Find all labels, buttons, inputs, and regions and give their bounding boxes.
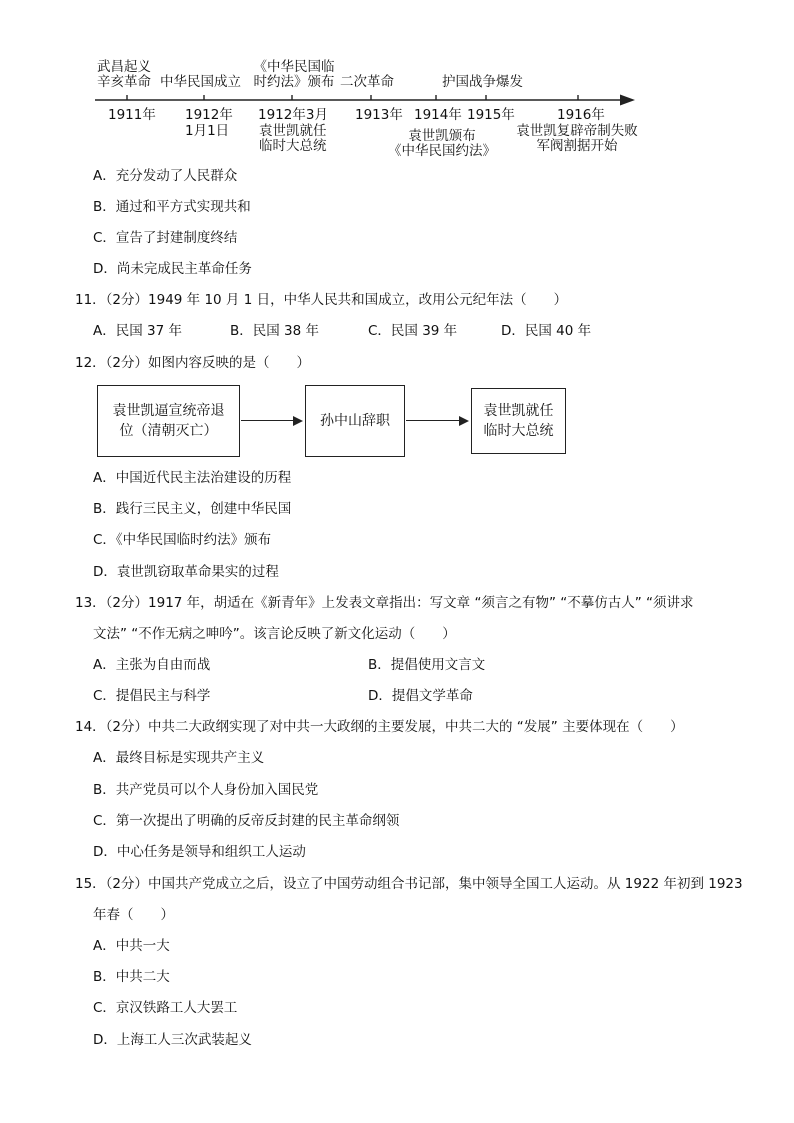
q12-option-d[interactable]: D．袁世凯窃取革命果实的过程 <box>93 564 279 580</box>
timeline-event-line: 护国战争爆发 <box>442 74 523 90</box>
q13-option-c[interactable]: C．提倡民主与科学 <box>93 688 211 704</box>
q13-stem-line1: 13．（2分）1917 年，胡适在《新青年》上发表文章指出：写文章 “须言之有物” “不摹仿古人” “须讲求 <box>75 595 694 611</box>
timeline-event <box>442 75 523 90</box>
timeline-detail-line: 军阀割据开始 <box>536 138 618 154</box>
q10-option-d[interactable]: D．尚未完成民主革命任务 <box>93 261 252 277</box>
q15-option-c[interactable]: C．京汉铁路工人大罢工 <box>93 1000 238 1016</box>
timeline-detail-line: 1月1日 <box>185 123 230 139</box>
flow-arrow <box>406 420 459 421</box>
flow-box-resignation: 孙中山辞职 <box>305 385 405 457</box>
timeline-detail <box>512 124 642 154</box>
q12-option-b[interactable]: B．践行三民主义，创建中华民国 <box>93 501 292 517</box>
q14-stem: 14．（2分）中共二大政纲实现了对中共一大政纲的主要发展，中共二大的 “发展” 主要体现在（ ） <box>75 719 684 735</box>
flow-box-abdication: 袁世凯逼宣统帝退位（清朝灭亡） <box>97 385 240 457</box>
flow-arrow <box>241 420 293 421</box>
timeline-year: 1913年 <box>355 107 403 123</box>
timeline-year: 1915年 <box>467 107 515 123</box>
timeline-event <box>97 60 151 90</box>
timeline-detail-line: 临时大总统 <box>259 138 327 154</box>
timeline-event-line: 辛亥革命 <box>97 74 151 90</box>
q12-option-c[interactable]: C．《中华民国临时约法》颁布 <box>93 532 272 548</box>
timeline-detail <box>259 124 327 154</box>
q14-option-c[interactable]: C．第一次提出了明确的反帝反封建的民主革命纲领 <box>93 813 400 829</box>
q15-stem-line2: 年春（ ） <box>93 907 174 923</box>
q15-option-b[interactable]: B．中共二大 <box>93 969 170 985</box>
q13-option-a[interactable]: A．主张为自由而战 <box>93 657 211 673</box>
q11-option-d[interactable]: D．民国 40 年 <box>501 323 592 339</box>
timeline-event <box>340 75 394 90</box>
q10-option-a[interactable]: A．充分发动了人民群众 <box>93 168 238 184</box>
q11-option-a[interactable]: A．民国 37 年 <box>93 323 182 339</box>
q10-option-b[interactable]: B．通过和平方式实现共和 <box>93 199 251 215</box>
timeline-event <box>248 60 340 90</box>
q15-option-a[interactable]: A．中共一大 <box>93 938 170 954</box>
timeline-year: 1914年 <box>414 107 462 123</box>
timeline-detail <box>185 124 229 139</box>
flow-box-inauguration: 袁世凯就任临时大总统 <box>471 388 566 454</box>
timeline-detail <box>383 129 501 159</box>
q14-option-a[interactable]: A．最终目标是实现共产主义 <box>93 750 265 766</box>
timeline-year: 1912年 <box>185 107 233 123</box>
q14-option-b[interactable]: B．共产党员可以个人身份加入国民党 <box>93 782 319 798</box>
timeline-event <box>160 75 241 90</box>
timeline-event-line: 《中华民国临 <box>253 59 335 75</box>
q11-stem: 11．（2分）1949 年 10 月 1 日，中华人民共和国成立，改用公元纪年法（ ） <box>75 292 568 308</box>
timeline-event-line: 中华民国成立 <box>160 74 241 90</box>
timeline-year: 1912年3月 <box>258 107 328 123</box>
timeline-detail-line: 袁世凯就任 <box>259 123 327 139</box>
timeline-event-line: 时约法》颁布 <box>253 74 335 90</box>
timeline-detail-line: 袁世凯复辟帝制失败 <box>516 123 638 139</box>
timeline-year: 1916年 <box>557 107 605 123</box>
q14-option-d[interactable]: D．中心任务是领导和组织工人运动 <box>93 844 306 860</box>
q13-option-d[interactable]: D．提倡文学革命 <box>368 688 473 704</box>
timeline-event-line: 武昌起义 <box>97 59 151 75</box>
flow-arrow-head <box>293 416 303 426</box>
q13-stem-line2: 文法” “不作无病之呻吟”。该言论反映了新文化运动（ ） <box>93 626 456 642</box>
q15-option-d[interactable]: D．上海工人三次武装起义 <box>93 1032 252 1048</box>
q11-option-b[interactable]: B．民国 38 年 <box>230 323 320 339</box>
timeline-event-line: 二次革命 <box>340 74 394 90</box>
q13-option-b[interactable]: B．提倡使用文言文 <box>368 657 486 673</box>
flow-arrow-head <box>459 416 469 426</box>
q12-option-a[interactable]: A．中国近代民主法治建设的历程 <box>93 470 292 486</box>
timeline-detail-line: 袁世凯颁布 <box>408 128 476 144</box>
q12-stem: 12．（2分）如图内容反映的是（ ） <box>75 355 311 371</box>
q10-option-c[interactable]: C．宣告了封建制度终结 <box>93 230 238 246</box>
q15-stem-line1: 15．（2分）中国共产党成立之后，设立了中国劳动组合书记部，集中领导全国工人运动。从 1922 年初到 1923 <box>75 876 743 892</box>
timeline-detail-line: 《中华民国约法》 <box>388 143 496 159</box>
q11-option-c[interactable]: C．民国 39 年 <box>368 323 458 339</box>
timeline-year: 1911年 <box>108 107 156 123</box>
